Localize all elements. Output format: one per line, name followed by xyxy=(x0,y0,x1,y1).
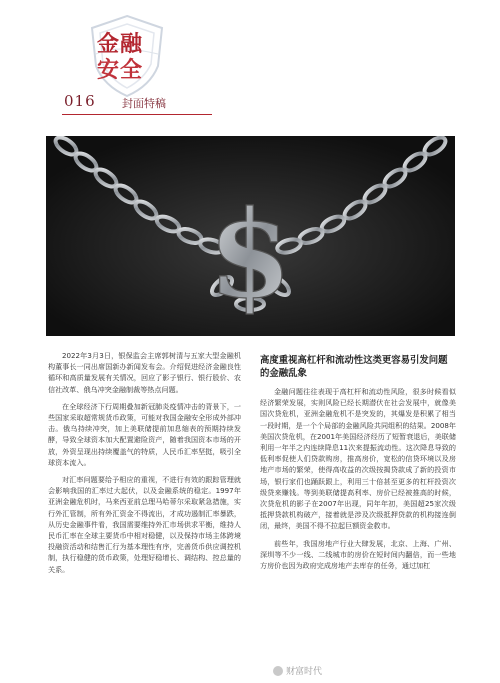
issue-number: 016 xyxy=(64,92,96,110)
cover-image xyxy=(46,136,455,336)
watermark-text: 财富时代 xyxy=(285,667,322,677)
logo-title-line1: 金融 xyxy=(97,32,144,57)
section-logo xyxy=(64,14,194,104)
paragraph: 2022年3月3日，银保监会主席郭树清与五家大型金融机构董事长一同出席国新办新闻发布会。介绍促进经济金融良性循环和高质量发展有关情况，回应了影子银行、银行股价、农信社改革、俄乌冲突金融制裁等热点问题。 xyxy=(48,351,241,394)
column-name: 封面特稿 xyxy=(122,97,166,110)
article-right-column xyxy=(260,350,456,577)
paragraph: 在全球经济下行周期叠加新冠肺炎疫情冲击的背景下，一些国家采取超常规货币政策，可能对我国金融安全形成外部冲击。俄乌持续冲突，加上美联储提前加息缩表的预期持续发酵，导致全球资本加大配置避险资产，随着我国资本市场的开放，外资呈现出持续覆盖气的特质，人民币汇率坚挺，吸引全球资本流入。 xyxy=(48,401,241,467)
section-heading: 高度重视高杠杆和流动性这类更容易引发问题的金融乱象 xyxy=(260,355,448,379)
paragraph: 前些年，我国房地产行业大肆发展，北京、上海、广州、深圳等不少一线、二线城市的房价在短时间内翻倍，而一些地方房价也因为政府完成房地产去库存的任务，通过加杠 xyxy=(260,538,456,571)
weibo-icon xyxy=(273,666,283,676)
dollar-symbol: $ xyxy=(208,184,292,325)
watermark xyxy=(273,664,322,677)
paragraph: 金融问题往往表现于高杠杆和流动性风险，很多时候看似经济繁荣发展，实则风险已经长期潜伏在社会发展中，就像美国次贷危机，亚洲金融危机不是突发的，其爆发是积累了相当一段时期，是一个个局部的金融风险共同组积的结果。2008年美国次贷危机，在2001年美国经济经历了短暂衰退后，美联储利用一年半之内连续降息11次来提振流动性。这次降息导致的低利率促使人们贷款购房，推高房价，宽松的信贷环境以及房地产市场的繁荣，使得高收益的次级按揭贷款成了新的投资市场，银行家们也踊跃跟上，利用三十倍甚至更多的杠杆投资次级贷来赚钱。等到美联储提高利率、房价已经被推高的时候，次贷危机的影子在2007年出现，同年年初，美国超25家次级抵押贷款机构破产，接着就是涉及次级抵押贷款的机构接连倒闭，最终，美国不得不拉起巨额资金救市。 xyxy=(260,387,456,531)
chained-dollar-illustration xyxy=(46,136,455,336)
paragraph: 对汇率问题要给予相应的重视，不进行有效的跟踪管理就会影响我国的汇率过大起伏，以及金融系统的稳定。1997年亚洲金融危机时，马来西亚前总理马哈蒂尔采取紧急措施，实行外汇管制，所有外汇资金不得流出，才成功遏制汇率暴跌，从历史金融事件看，我国需要维持外汇市场供求平衡，维持人民币汇率在全球主要货币中相对稳健，以及保持市场主体跨境投融资活动和结售汇行为基本理性有序，完善货币供应调控机制，执行稳健的货币政策，处理好稳增长、调结构、控总量的关系。 xyxy=(48,475,241,574)
logo-title-line2: 安全 xyxy=(97,58,144,83)
article-left-column xyxy=(48,350,241,581)
header-divider xyxy=(62,114,212,115)
